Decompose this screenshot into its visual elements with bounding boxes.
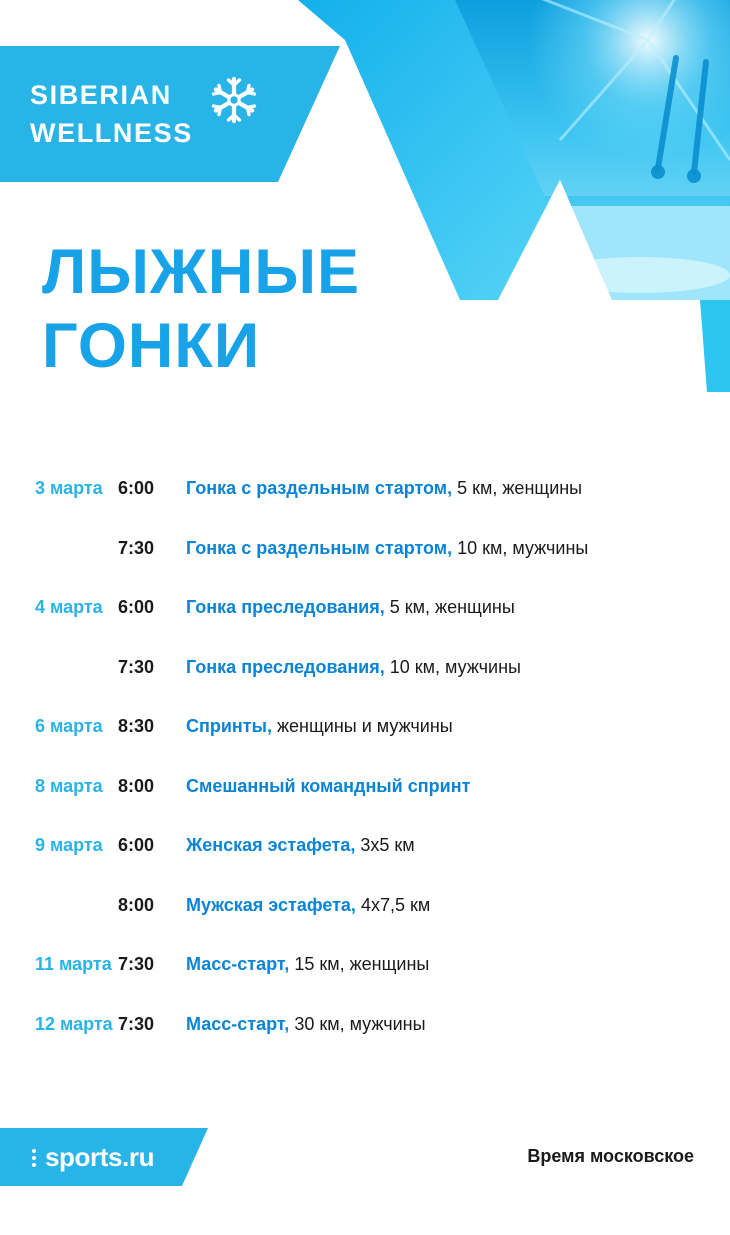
row-time: 7:30 — [118, 1013, 155, 1034]
row-event — [186, 657, 730, 678]
row-event-name: Гонка с раздельным стартом, — [186, 478, 453, 498]
sports-ru-label: sports.ru — [45, 1142, 155, 1172]
page-title-line-2: ГОНКИ — [42, 310, 261, 381]
row-event — [186, 954, 730, 975]
row-event-name: Женская эстафета, — [186, 835, 356, 855]
row-event-name: Масс-старт, — [186, 1013, 290, 1034]
row-time: 6:00 — [118, 835, 155, 855]
schedule-row — [0, 597, 730, 657]
schedule-row — [0, 776, 730, 836]
timezone-note: Время московское — [527, 1146, 694, 1166]
row-event-name: Гонка с раздельным стартом, — [186, 537, 453, 558]
row-event-detail: 4х7,5 км — [355, 894, 431, 915]
schedule-row — [0, 835, 730, 895]
row-event — [186, 538, 730, 559]
row-event-detail: 5 км, женщины — [452, 478, 583, 498]
brand-line-2: WELLNESS — [30, 118, 193, 148]
sports-ru-logo[interactable] — [32, 1142, 154, 1173]
row-event-detail: 10 км, мужчины — [452, 537, 589, 558]
row-date: 11 марта — [35, 954, 112, 974]
page-title — [42, 236, 360, 383]
row-time: 8:00 — [118, 894, 155, 915]
row-time: 8:00 — [118, 775, 155, 796]
row-event — [186, 776, 730, 797]
row-event-name: Смешанный командный спринт — [186, 775, 471, 796]
row-date: 3 марта — [35, 478, 103, 498]
row-event-name: Масс-старт, — [186, 954, 290, 974]
row-event — [186, 895, 730, 916]
row-event-detail: 30 км, мужчины — [289, 1013, 426, 1034]
schedule-row — [0, 895, 730, 955]
row-time: 6:00 — [118, 478, 155, 498]
schedule-row — [0, 657, 730, 717]
schedule-row — [0, 1014, 730, 1074]
sports-ru-banner[interactable] — [0, 1128, 208, 1186]
row-date: 9 марта — [35, 835, 103, 855]
row-time: 7:30 — [118, 537, 155, 558]
row-event — [186, 478, 730, 499]
row-date: 6 марта — [35, 716, 103, 736]
row-time: 6:00 — [118, 597, 155, 617]
row-event-name: Гонка преследования, — [186, 656, 385, 677]
schedule-list — [0, 478, 730, 1073]
brand-wordmark — [30, 76, 193, 152]
row-date: 4 марта — [35, 597, 103, 617]
row-date: 12 марта — [35, 1013, 113, 1034]
row-event-detail: 15 км, женщины — [289, 954, 430, 974]
schedule-row — [0, 716, 730, 776]
row-event-detail: 10 км, мужчины — [384, 656, 521, 677]
row-event-detail: 5 км, женщины — [384, 597, 515, 617]
schedule-row — [0, 954, 730, 1014]
schedule-row — [0, 478, 730, 538]
row-event-name: Гонка преследования, — [186, 597, 385, 617]
row-event — [186, 716, 730, 737]
row-time: 7:30 — [118, 954, 155, 974]
brand-banner — [0, 46, 340, 182]
row-event-detail: женщины и мужчины — [272, 716, 453, 736]
row-time: 8:30 — [118, 716, 155, 736]
schedule-row — [0, 538, 730, 598]
page-title-line-1: ЛЫЖНЫЕ — [42, 237, 361, 307]
row-event — [186, 1014, 730, 1035]
three-dots-icon — [32, 1145, 36, 1171]
row-date: 8 марта — [35, 775, 103, 796]
brand-line-1: SIBERIAN — [30, 80, 172, 110]
row-event-name: Спринты, — [186, 716, 272, 736]
row-event — [186, 597, 730, 618]
snowflake-icon — [207, 73, 261, 127]
row-event-name: Мужская эстафета, — [186, 894, 356, 915]
row-event — [186, 835, 730, 856]
row-event-detail: 3х5 км — [355, 835, 415, 855]
row-time: 7:30 — [118, 656, 155, 677]
